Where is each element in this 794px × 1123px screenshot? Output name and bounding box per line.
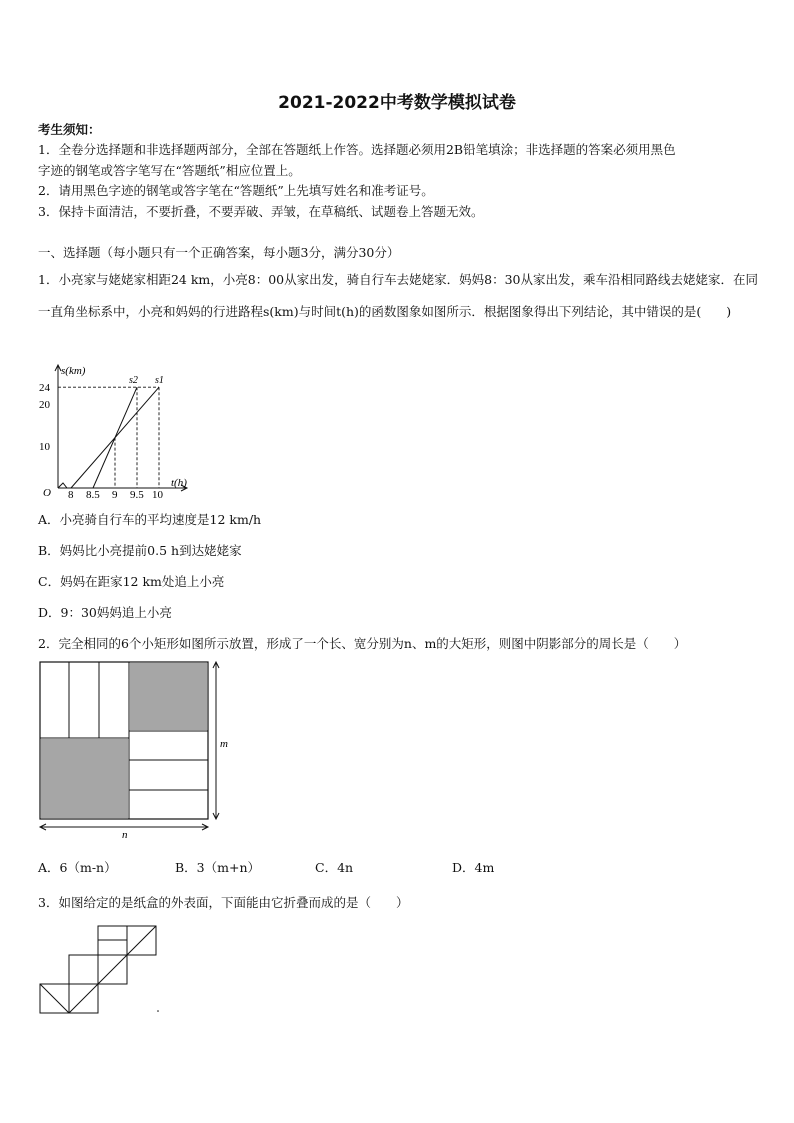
notice-line-2: 字迹的钢笔或答字笔写在“答题纸”相应位置上。 <box>38 163 301 178</box>
q2-rectangle-figure <box>34 658 244 843</box>
shaded-region-top-right <box>130 663 207 730</box>
net-face-3 <box>69 955 98 984</box>
q2-choice-c: C．4n <box>315 860 354 875</box>
dimension-m-label: m <box>220 738 228 750</box>
q1-option-c: C．妈妈在距家12 km处追上小亮 <box>38 574 225 589</box>
q1-option-a: A．小亮骑自行车的平均速度是12 km/h <box>38 512 262 527</box>
notice-line-1: 1．全卷分选择题和非选择题两部分，全部在答题纸上作答。选择题必须用2B铅笔填涂；非选择题的答案必须用黑色 <box>38 142 676 157</box>
axis-break-mark <box>58 483 71 488</box>
shaded-region-bottom-left <box>41 739 128 818</box>
x-tick-label: 8.5 <box>86 489 100 500</box>
y-tick-label: 20 <box>39 399 50 411</box>
notice-heading: 考生须知： <box>38 122 101 137</box>
x-tick-label: 8 <box>68 489 74 500</box>
x-axis-label: t(h) <box>171 477 187 489</box>
net-face-5-mark <box>40 984 69 1013</box>
net-face-2-mark <box>127 926 156 955</box>
q1-option-d: D．9：30妈妈追上小亮 <box>38 605 172 620</box>
series-label-s2: s2 <box>129 375 138 387</box>
net-face-6-mark <box>69 984 98 1013</box>
series-label-s1: s1 <box>155 375 164 387</box>
y-tick-label: 24 <box>39 382 50 395</box>
origin-label: O <box>43 487 51 499</box>
x-tick-label: 9 <box>112 489 118 500</box>
notice-line-3: 2．请用黑色字迹的钢笔或答字笔在“答题纸”上先填写姓名和准考证号。 <box>38 183 434 198</box>
q3-box-net-figure <box>36 924 166 1019</box>
q1-option-b: B．妈妈比小亮提前0.5 h到达姥姥家 <box>38 543 242 558</box>
y-axis-label: s(km) <box>61 365 86 377</box>
q2-choice-d: D．4m <box>452 860 495 875</box>
q2-choice-b: B．3（m+n） <box>175 860 261 875</box>
section-heading: 一、选择题（每小题只有一个正确答案，每小题3分，满分30分） <box>38 245 400 260</box>
q2-choice-a: A．6（m-n） <box>38 860 117 875</box>
notice-line-4: 3．保持卡面清洁，不要折叠，不要弄破、弄皱，在草稿纸、试题卷上答题无效。 <box>38 204 484 219</box>
x-tick-label: 10 <box>152 489 163 500</box>
x-tick-label: 9.5 <box>130 489 144 500</box>
chart-group <box>39 365 187 500</box>
question-1-text: 1．小亮家与姥姥家相距24 km，小亮8：00从家出发，骑自行车去姥姥家．妈妈8：30从家出发，乘车沿相同路线去姥姥家．在同一直角坐标系中，小亮和妈妈的行进路程s(km)与时间t(h)的函数图象如图所示．根据图象得出下列结论，其中错误的是( ) <box>38 272 758 319</box>
y-tick-label: 10 <box>39 441 50 453</box>
stray-dot <box>157 1010 159 1012</box>
net-face-4-mark <box>98 955 127 984</box>
question-2-text: 2．完全相同的6个小矩形如图所示放置，形成了一个长、宽分别为n、m的大矩形，则图中阴影部分的周长是（ ） <box>38 636 687 651</box>
dimension-n-label: n <box>122 829 128 841</box>
question-3-text: 3．如图给定的是纸盒的外表面，下面能由它折叠而成的是（ ） <box>38 895 409 910</box>
page-title: 2021-2022中考数学模拟试卷 <box>278 93 516 113</box>
q1-line-chart <box>38 360 208 500</box>
